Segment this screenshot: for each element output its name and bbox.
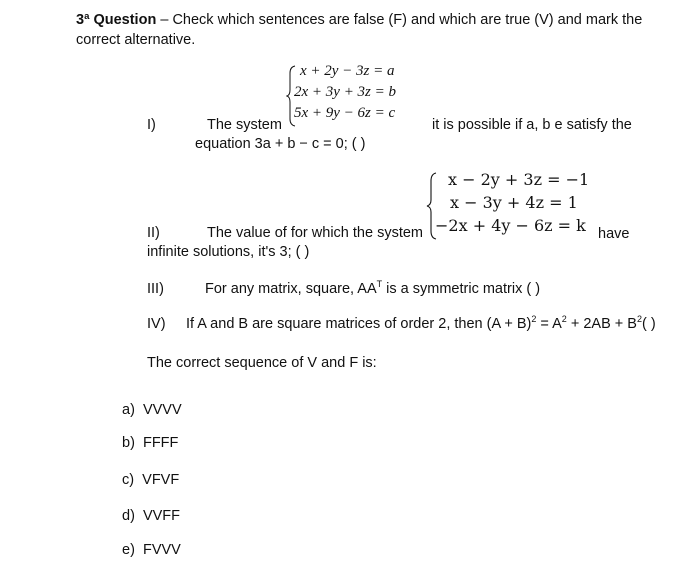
heading-text-line2: correct alternative. xyxy=(76,32,196,48)
option-d[interactable] xyxy=(122,508,180,524)
system-2 xyxy=(426,169,626,239)
heading-dash: – xyxy=(160,12,169,28)
item4-text-a: If A and B are square matrices of order 2, then (A + B) xyxy=(186,316,532,332)
item4-text-b: = A xyxy=(536,316,562,332)
option-b-letter: b) xyxy=(122,435,135,451)
item4-statement xyxy=(186,316,656,332)
item2-numeral: II) xyxy=(147,225,160,241)
option-e-letter: e) xyxy=(122,542,135,558)
item2-line2: infinite solutions, it's 3; ( ) xyxy=(147,244,310,260)
item1-suffix: it is possible if a, b e satisfy the xyxy=(432,117,632,133)
option-e[interactable] xyxy=(122,542,181,558)
item1-numeral: I) xyxy=(147,117,156,133)
item4-numeral: IV) xyxy=(147,316,166,332)
answer-prompt: The correct sequence of V and F is: xyxy=(147,355,377,371)
system-1 xyxy=(286,63,436,127)
option-b-answer: FFFF xyxy=(142,435,179,451)
option-b[interactable] xyxy=(122,435,178,451)
option-e-answer: FVVV xyxy=(142,542,181,558)
question-label: 3ª Question xyxy=(76,12,157,28)
item4-sup2: 2 xyxy=(561,314,567,325)
system-2-eq3: −2x + 4y − 6z = k xyxy=(435,216,586,235)
item2-prefix: The value of for which the system xyxy=(207,225,423,241)
item4-text-d: ( ) xyxy=(641,316,656,332)
question-heading xyxy=(76,12,642,28)
system-2-eq2: x − 3y + 4z = 1 xyxy=(450,193,578,212)
option-a-letter: a) xyxy=(122,402,135,418)
system-1-eq3: 5x + 9y − 6z = c xyxy=(294,105,396,121)
item4-text-c: + 2AB + B xyxy=(566,316,637,332)
system-1-eq2: 2x + 3y + 3z = b xyxy=(294,84,397,100)
option-a[interactable] xyxy=(122,402,182,418)
item3-text-after: is a symmetric matrix ( ) xyxy=(382,281,541,297)
item1-prefix: The system xyxy=(207,117,282,133)
option-c[interactable] xyxy=(122,472,179,488)
item2-suffix: have xyxy=(598,226,630,242)
item4-sup1: 2 xyxy=(531,314,537,325)
option-d-answer: VVFF xyxy=(142,508,181,524)
item4-sup3: 2 xyxy=(636,314,642,325)
heading-text-line1: Check which sentences are false (F) and which are true (V) and mark the xyxy=(172,12,643,28)
item3-statement xyxy=(205,281,540,297)
system-1-eq1: x + 2y − 3z = a xyxy=(300,63,395,79)
option-d-letter: d) xyxy=(122,508,135,524)
item3-numeral: III) xyxy=(147,281,164,297)
option-a-answer: VVVV xyxy=(142,402,182,418)
item1-line2: equation 3a + b − c = 0; ( ) xyxy=(195,136,366,152)
option-c-answer: VFVF xyxy=(142,472,180,488)
option-c-letter: c) xyxy=(122,472,135,488)
item3-text-before: For any matrix, square, AA xyxy=(205,281,377,297)
item3-sup: T xyxy=(376,279,383,290)
system-2-eq1: x − 2y + 3z = −1 xyxy=(448,170,590,189)
